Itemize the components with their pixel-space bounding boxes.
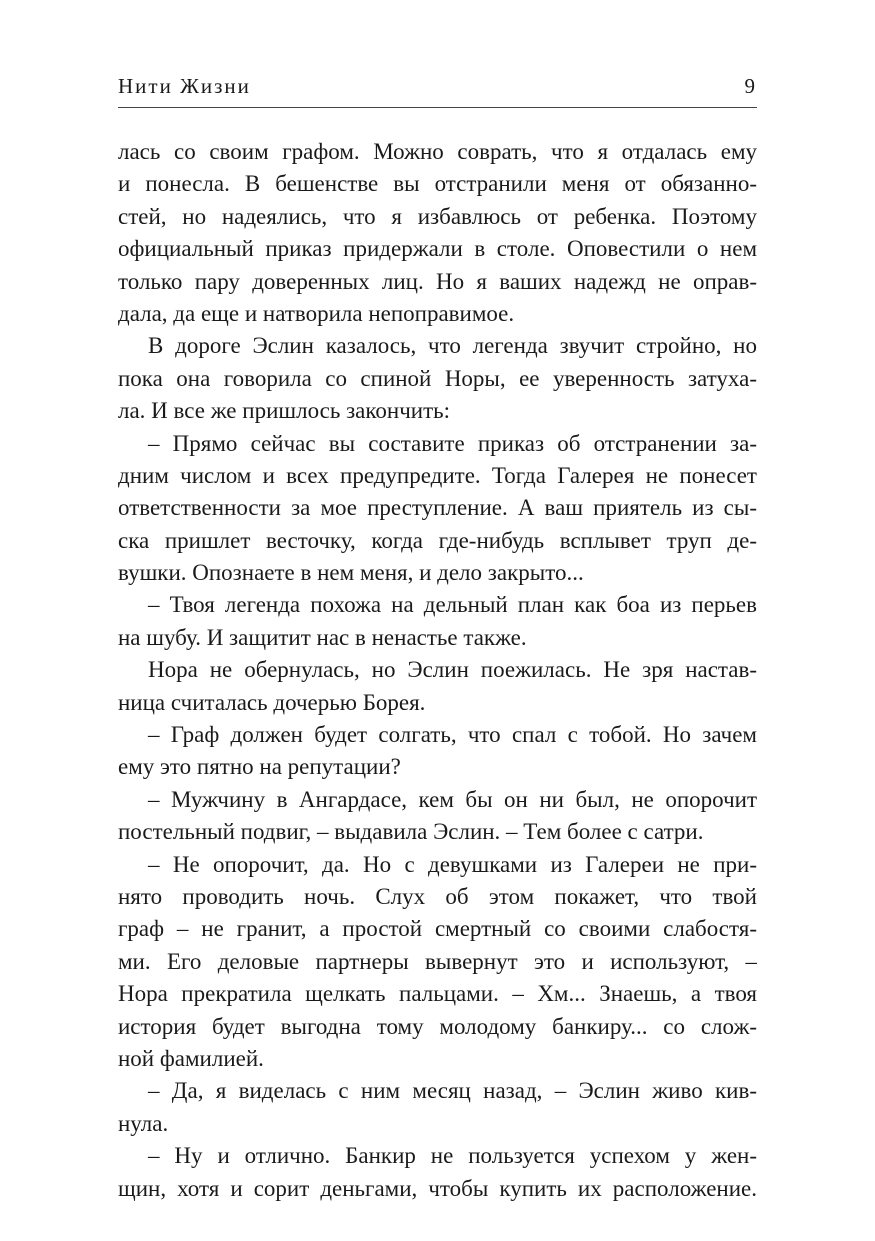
text-line: – Твоя легенда похожа на дельный план как боа из перьев	[148, 592, 757, 618]
text-line: Нора прекратила щелкать пальцами. – Хм... Знаешь, а твоя	[118, 981, 757, 1007]
text-line: нула.	[118, 1110, 169, 1136]
text-line: – Да, я виделась с ним месяц назад, – Эслин живо кив-	[148, 1078, 757, 1104]
text-line: постельный подвиг, – выдавила Эслин. – Тем более с сатри.	[118, 819, 704, 845]
text-line: – Не опорочит, да. Но с девушками из Галереи не при-	[148, 851, 757, 877]
text-line: пока она говорила со спиной Норы, ее уверенность затуха-	[118, 365, 757, 391]
text-line: ответственности за мое преступление. А ваш приятель из сы-	[118, 495, 757, 521]
text-line: официальный приказ придержали в столе. Оповестили о нем	[118, 236, 757, 262]
text-line: – Прямо сейчас вы составите приказ об отстранении за-	[148, 430, 757, 456]
text-line: щин, хотя и сорит деньгами, чтобы купить их расположение.	[118, 1175, 757, 1201]
text-line: дала, да еще и натворила непоправимое.	[118, 300, 515, 326]
text-line: – Мужчину в Ангардасе, кем бы он ни был, не опорочит	[148, 786, 757, 812]
text-line: – Ну и отлично. Банкир не пользуется успехом у жен-	[148, 1143, 757, 1169]
page-number: 9	[744, 74, 755, 98]
text-line: на шубу. И защитит нас в ненастье также.	[118, 624, 527, 650]
text-line: только пару доверенных лиц. Но я ваших надежд не оправ-	[118, 268, 757, 294]
text-line: и понесла. В бешенстве вы отстранили меня от обязанно-	[118, 171, 757, 197]
text-line: лась со своим графом. Можно соврать, что я отдалась ему	[118, 139, 757, 164]
text-line: вушки. Опознаете в нем меня, и дело закрыто...	[118, 560, 584, 586]
text-line: Нора не обернулась, но Эслин поежилась. Не зря настав-	[148, 657, 757, 683]
book-title: Нити Жизни	[118, 74, 251, 98]
text-line: ми. Его деловые партнеры вывернут это и используют, –	[118, 948, 757, 974]
text-line: ной фамилией.	[118, 1045, 264, 1071]
text-line: ска пришлет весточку, когда где-нибудь всплывет труп де-	[118, 527, 757, 553]
text-line: ему это пятно на репутации?	[118, 754, 401, 780]
header-rule	[118, 107, 757, 108]
text-line: ла. И все же пришлось закончить:	[118, 398, 451, 424]
running-header	[118, 70, 757, 104]
text-line: дним числом и всех предупредите. Тогда Галерея не понесет	[118, 462, 757, 488]
text-line: ница считалась дочерью Борея.	[118, 689, 426, 715]
text-line: история будет выгодна тому молодому банкиру... со слож-	[118, 1013, 757, 1039]
text-line: нято проводить ночь. Слух об этом покажет, что твой	[118, 883, 757, 909]
text-line: граф – не гранит, а простой смертный со своими слабостя-	[118, 916, 757, 942]
text-line: стей, но надеялись, что я избавлюсь от ребенка. Поэтому	[118, 203, 757, 229]
text-line: В дороге Эслин казалось, что легенда звучит стройно, но	[148, 333, 757, 359]
text-line: – Граф должен будет солгать, что спал с тобой. Но зачем	[148, 722, 757, 748]
body-text	[118, 136, 757, 1205]
